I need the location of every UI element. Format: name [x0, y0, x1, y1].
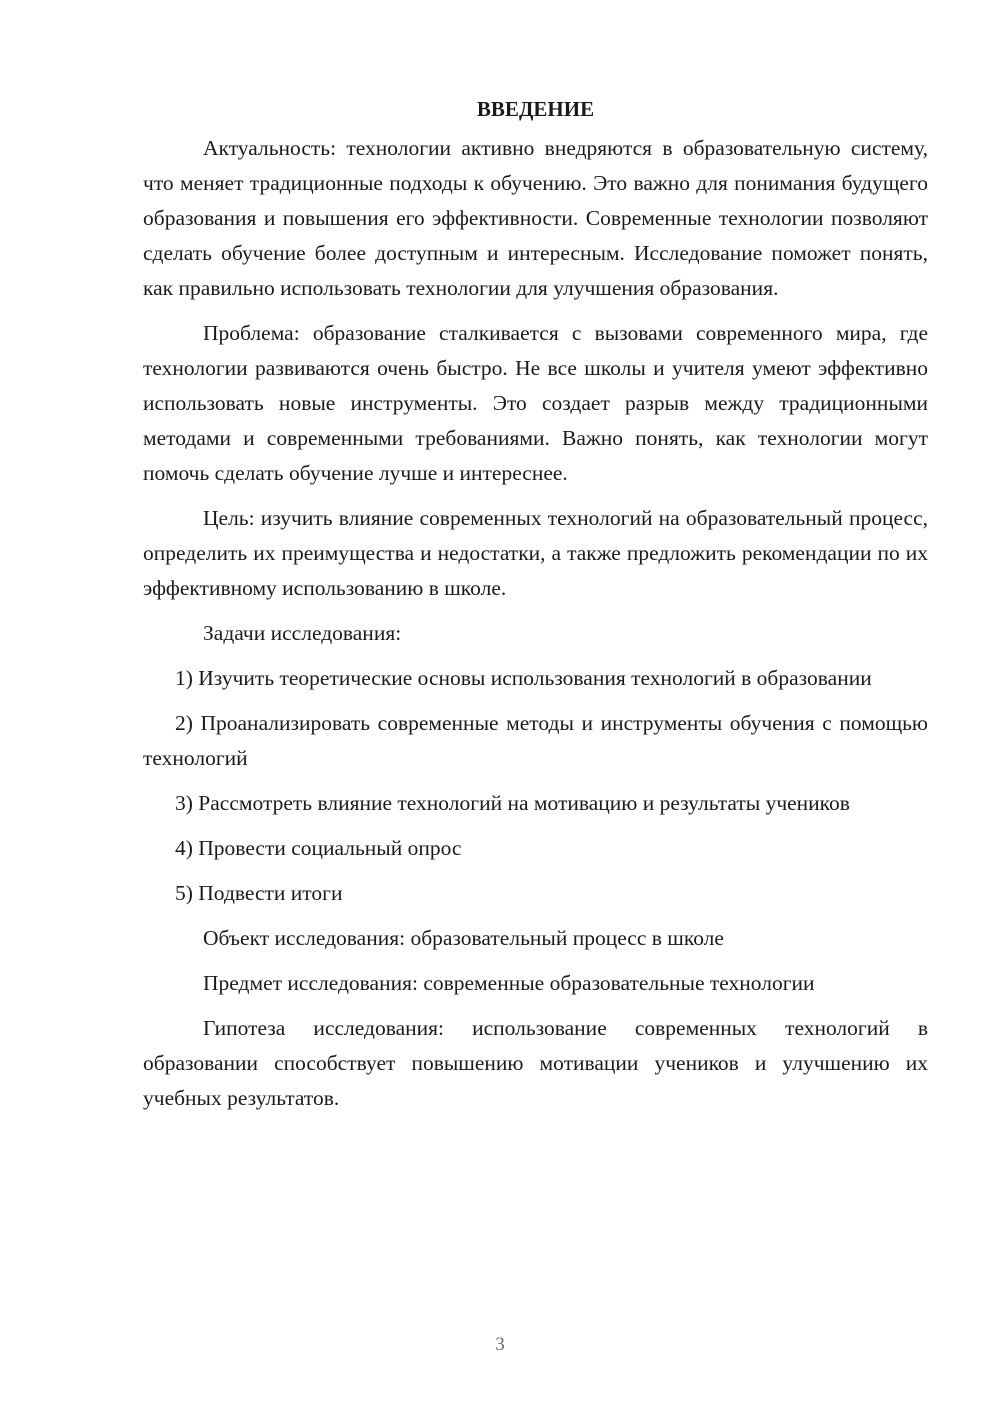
relevance-paragraph: Актуальность: технологии активно внедряются в образовательную систему, что меняет традиционные подходы к обучению. Это важно для понимания будущего образования и повышения его эффективности. Современные технологии позволяют сделать обучение более доступным и интересным. Исследование поможет понять, как правильно использовать технологии для улучшения образования. [143, 136, 928, 300]
tasks-heading: Задачи исследования: [203, 621, 402, 645]
hypothesis-paragraph: Гипотеза исследования: использование современных технологий в образовании способствует повышению мотивации учеников и улучшению их учебных результатов. [143, 1016, 928, 1110]
task-item-4: 4) Провести социальный опрос [175, 836, 462, 860]
object-paragraph: Объект исследования: образовательный процесс в школе [203, 926, 724, 950]
document-body [143, 92, 928, 1126]
tasks-list [143, 661, 928, 911]
task-item-5: 5) Подвести итоги [175, 881, 343, 905]
task-item-3: 3) Рассмотреть влияние технологий на мотивацию и результаты учеников [175, 791, 850, 815]
subject-paragraph: Предмет исследования: современные образовательные технологии [203, 971, 815, 995]
problem-paragraph: Проблема: образование сталкивается с вызовами современного мира, где технологии развиваются очень быстро. Не все школы и учителя умеют эффективно использовать новые инструменты. Это создает разрыв между традиционными методами и современными требованиями. Важно понять, как технологии могут помочь сделать обучение лучше и интереснее. [143, 321, 928, 485]
goal-paragraph: Цель: изучить влияние современных технологий на образовательный процесс, определить их преимущества и недостатки, а также предложить рекомендации по их эффективному использованию в школе. [143, 506, 928, 600]
task-item-1: 1) Изучить теоретические основы использования технологий в образовании [175, 666, 872, 690]
page-title: ВВЕДЕНИЕ [476, 97, 595, 121]
page-number: 3 [495, 1334, 505, 1355]
task-item-2: 2) Проанализировать современные методы и инструменты обучения с помощью технологий [143, 711, 928, 770]
